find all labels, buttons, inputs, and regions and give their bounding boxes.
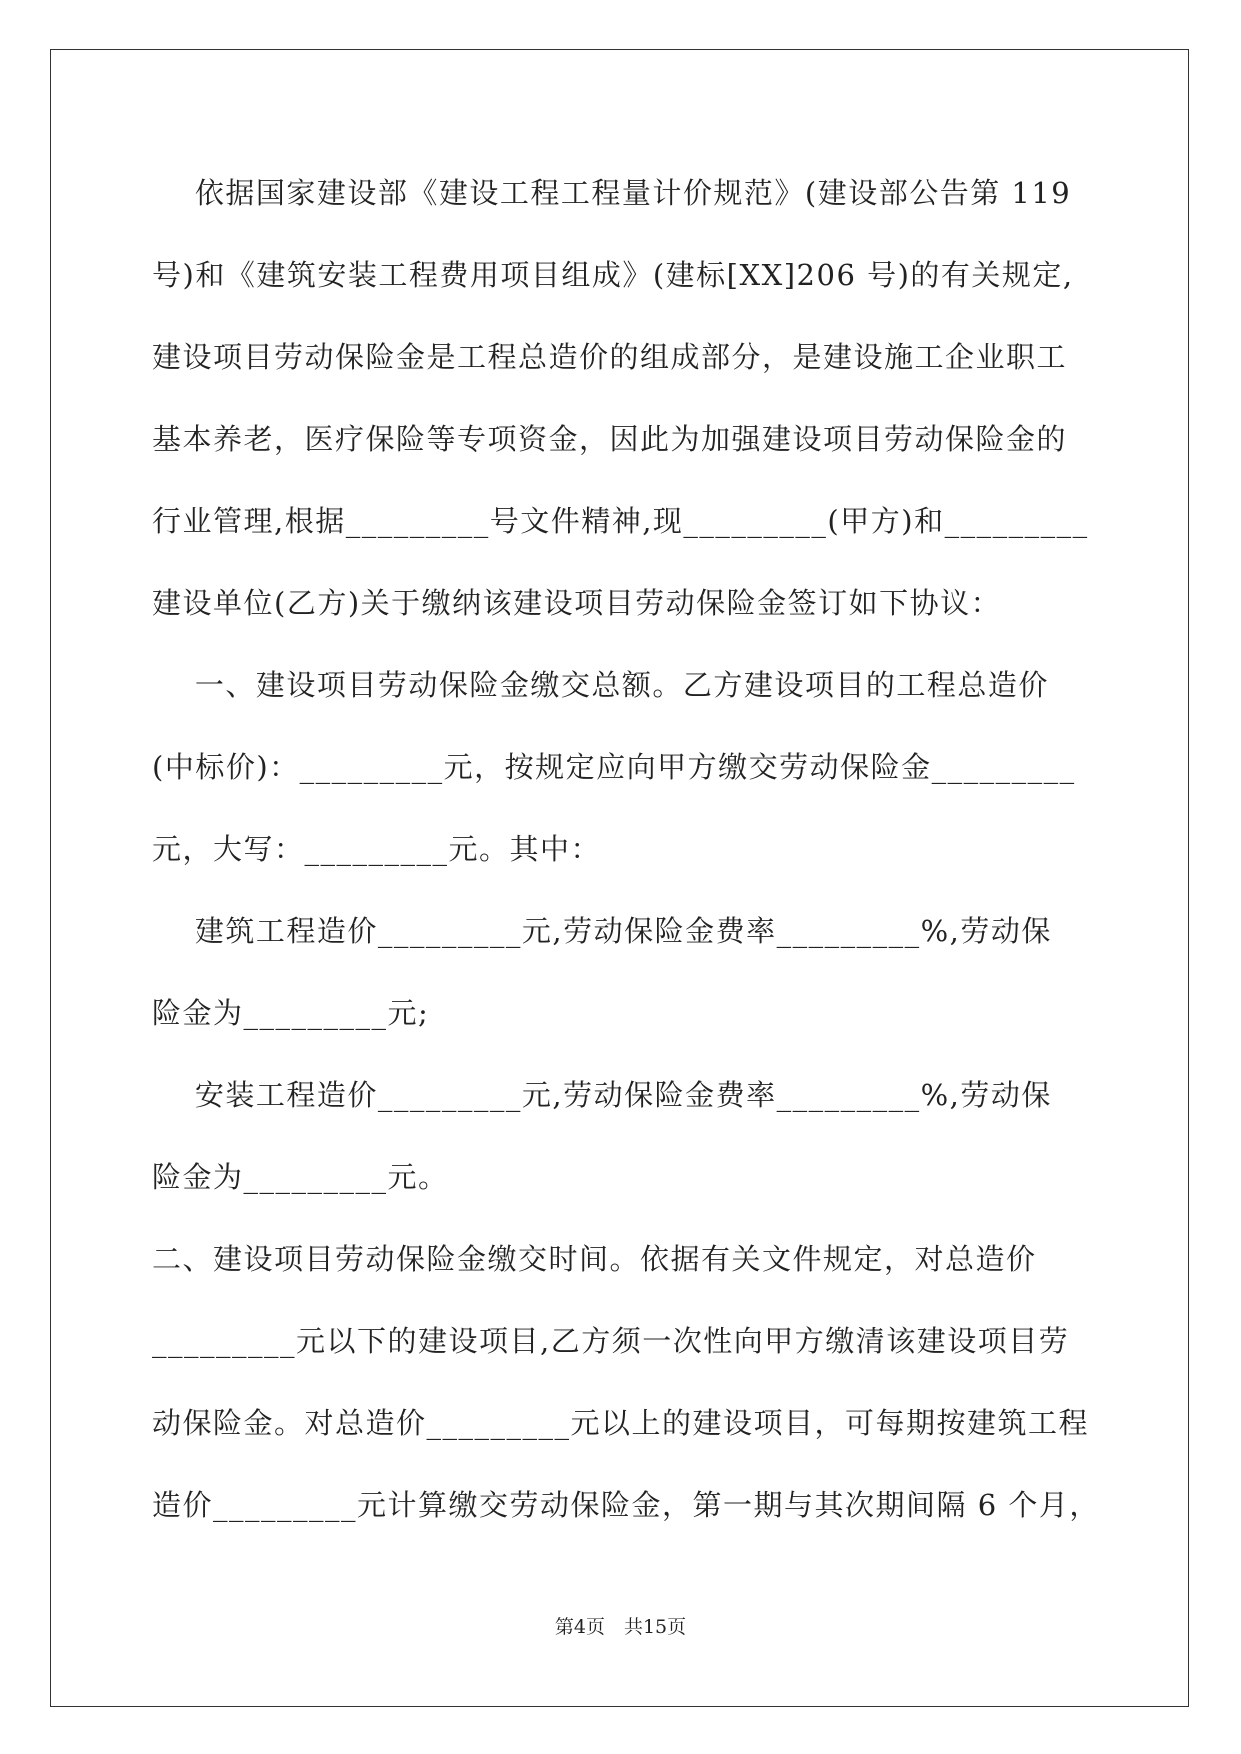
text-line: 建筑工程造价_________元,劳动保险金费率_________%,劳动保 [152, 914, 1052, 948]
page-number-footer: 第4页 共15页 [554, 1616, 687, 1638]
text-line: 行业管理,根据_________号文件精神,现_________(甲方)和_________ [152, 504, 1089, 538]
text-line: 安装工程造价_________元,劳动保险金费率_________%,劳动保 [152, 1078, 1052, 1112]
text-line: 建设项目劳动保险金是工程总造价的组成部分，是建设施工企业职工 [152, 340, 1068, 374]
text-line: 险金为_________元。 [152, 1160, 449, 1194]
text-line: 元，大写：_________元。其中： [152, 832, 602, 866]
text-line: 险金为_________元; [152, 996, 430, 1030]
text-line: 建设单位(乙方)关于缴纳该建设项目劳动保险金签订如下协议： [152, 586, 1002, 620]
text-line: 基本养老，医疗保险等专项资金，因此为加强建设项目劳动保险金的 [152, 422, 1068, 456]
text-line: 造价_________元计算缴交劳动保险金，第一期与其次期间隔 6 个月， [152, 1488, 1100, 1522]
text-line: 号)和《建筑安装工程费用项目组成》(建标[XX]206 号)的有关规定, [152, 258, 1074, 292]
text-line: 依据国家建设部《建设工程工程量计价规范》(建设部公告第 119 [152, 176, 1072, 210]
document-body [152, 167, 1100, 1561]
text-line: (中标价)：_________元，按规定应向甲方缴交劳动保险金_________ [152, 750, 1076, 784]
text-line: 动保险金。对总造价_________元以上的建设项目，可每期按建筑工程 [152, 1406, 1090, 1440]
text-line: 二、建设项目劳动保险金缴交时间。依据有关文件规定，对总造价 [152, 1242, 1037, 1276]
text-line: 一、建设项目劳动保险金缴交总额。乙方建设项目的工程总造价 [152, 668, 1049, 702]
text-line: _________元以下的建设项目,乙方须一次性向甲方缴清该建设项目劳 [152, 1324, 1070, 1358]
